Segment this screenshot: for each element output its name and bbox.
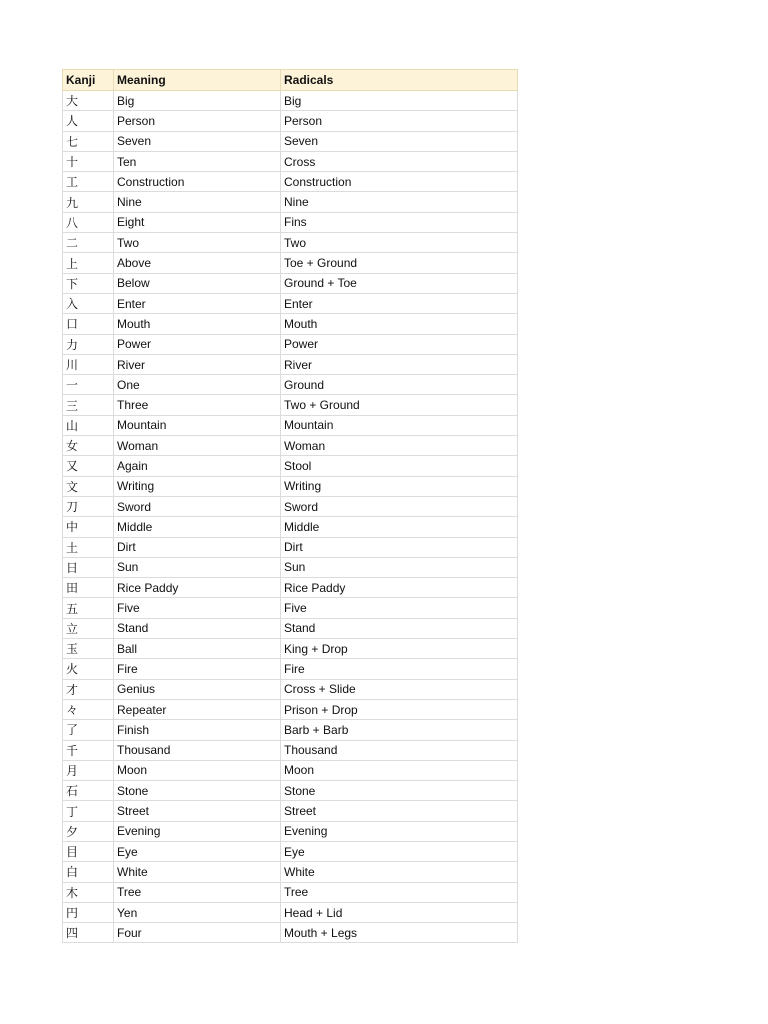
radicals-cell: Mountain [281, 415, 518, 435]
kanji-cell: 八 [63, 212, 114, 232]
meaning-cell: Stand [114, 618, 281, 638]
table-row [63, 618, 518, 638]
table-row [63, 537, 518, 557]
table-row [63, 862, 518, 882]
table-row [63, 192, 518, 212]
table-row [63, 801, 518, 821]
kanji-cell: 火 [63, 659, 114, 679]
kanji-cell: 力 [63, 334, 114, 354]
radicals-cell: White [281, 862, 518, 882]
table-row [63, 131, 518, 151]
radicals-cell: Writing [281, 476, 518, 496]
meaning-cell: Sun [114, 557, 281, 577]
meaning-cell: Stone [114, 781, 281, 801]
kanji-cell: 夕 [63, 821, 114, 841]
header-kanji: Kanji [63, 70, 114, 91]
table-row [63, 334, 518, 354]
table-row [63, 659, 518, 679]
meaning-cell: Dirt [114, 537, 281, 557]
kanji-cell: 白 [63, 862, 114, 882]
radicals-cell: Eye [281, 841, 518, 861]
meaning-cell: Below [114, 273, 281, 293]
meaning-cell: Four [114, 923, 281, 943]
kanji-cell: 一 [63, 375, 114, 395]
radicals-cell: Stool [281, 456, 518, 476]
kanji-cell: 山 [63, 415, 114, 435]
table-row [63, 456, 518, 476]
kanji-cell: 又 [63, 456, 114, 476]
radicals-cell: Sun [281, 557, 518, 577]
radicals-cell: Mouth [281, 314, 518, 334]
kanji-cell: 口 [63, 314, 114, 334]
radicals-cell: Dirt [281, 537, 518, 557]
meaning-cell: Street [114, 801, 281, 821]
kanji-cell: 月 [63, 760, 114, 780]
table-row [63, 639, 518, 659]
radicals-cell: Two [281, 233, 518, 253]
table-row [63, 760, 518, 780]
meaning-cell: Genius [114, 679, 281, 699]
meaning-cell: White [114, 862, 281, 882]
table-row [63, 253, 518, 273]
meaning-cell: Sword [114, 496, 281, 516]
table-row [63, 578, 518, 598]
meaning-cell: Person [114, 111, 281, 131]
table-row [63, 172, 518, 192]
meaning-cell: Tree [114, 882, 281, 902]
radicals-cell: King + Drop [281, 639, 518, 659]
meaning-cell: Construction [114, 172, 281, 192]
kanji-cell: 了 [63, 720, 114, 740]
radicals-cell: Two + Ground [281, 395, 518, 415]
radicals-cell: Sword [281, 496, 518, 516]
meaning-cell: River [114, 354, 281, 374]
header-meaning: Meaning [114, 70, 281, 91]
radicals-cell: Mouth + Legs [281, 923, 518, 943]
meaning-cell: Eye [114, 841, 281, 861]
kanji-cell: 五 [63, 598, 114, 618]
kanji-cell: 玉 [63, 639, 114, 659]
radicals-cell: Cross [281, 151, 518, 171]
table-row [63, 212, 518, 232]
radicals-cell: Power [281, 334, 518, 354]
meaning-cell: Thousand [114, 740, 281, 760]
table-row [63, 517, 518, 537]
meaning-cell: Above [114, 253, 281, 273]
radicals-cell: Ground + Toe [281, 273, 518, 293]
kanji-cell: 女 [63, 436, 114, 456]
radicals-cell: Big [281, 91, 518, 111]
table-row [63, 436, 518, 456]
table-row [63, 821, 518, 841]
table-row [63, 496, 518, 516]
table-header [63, 70, 518, 91]
radicals-cell: Person [281, 111, 518, 131]
radicals-cell: Fins [281, 212, 518, 232]
table-row [63, 882, 518, 902]
radicals-cell: Thousand [281, 740, 518, 760]
kanji-cell: 入 [63, 293, 114, 313]
table-row [63, 923, 518, 943]
kanji-cell: 々 [63, 699, 114, 719]
radicals-cell: Ground [281, 375, 518, 395]
kanji-cell: 大 [63, 91, 114, 111]
meaning-cell: Ten [114, 151, 281, 171]
kanji-cell: 九 [63, 192, 114, 212]
meaning-cell: Yen [114, 902, 281, 922]
table-row [63, 679, 518, 699]
kanji-cell: 丁 [63, 801, 114, 821]
meaning-cell: Enter [114, 293, 281, 313]
radicals-cell: Middle [281, 517, 518, 537]
table-row [63, 395, 518, 415]
meaning-cell: Ball [114, 639, 281, 659]
kanji-cell: 土 [63, 537, 114, 557]
meaning-cell: Rice Paddy [114, 578, 281, 598]
kanji-cell: 立 [63, 618, 114, 638]
radicals-cell: Stone [281, 781, 518, 801]
kanji-cell: 田 [63, 578, 114, 598]
radicals-cell: Tree [281, 882, 518, 902]
meaning-cell: Fire [114, 659, 281, 679]
table-row [63, 91, 518, 111]
table-row [63, 720, 518, 740]
kanji-cell: 円 [63, 902, 114, 922]
meaning-cell: One [114, 375, 281, 395]
radicals-cell: Stand [281, 618, 518, 638]
meaning-cell: Eight [114, 212, 281, 232]
meaning-cell: Five [114, 598, 281, 618]
radicals-cell: Rice Paddy [281, 578, 518, 598]
kanji-cell: 二 [63, 233, 114, 253]
kanji-cell: 上 [63, 253, 114, 273]
kanji-cell: 木 [63, 882, 114, 902]
table-row [63, 740, 518, 760]
kanji-cell: 工 [63, 172, 114, 192]
meaning-cell: Finish [114, 720, 281, 740]
kanji-cell: 十 [63, 151, 114, 171]
kanji-cell: 下 [63, 273, 114, 293]
table-row [63, 111, 518, 131]
radicals-cell: Barb + Barb [281, 720, 518, 740]
radicals-cell: Five [281, 598, 518, 618]
table-row [63, 293, 518, 313]
radicals-cell: Prison + Drop [281, 699, 518, 719]
kanji-cell: 川 [63, 354, 114, 374]
kanji-cell: 目 [63, 841, 114, 861]
radicals-cell: Street [281, 801, 518, 821]
header-row [63, 70, 518, 91]
table-row [63, 699, 518, 719]
meaning-cell: Middle [114, 517, 281, 537]
meaning-cell: Three [114, 395, 281, 415]
meaning-cell: Mouth [114, 314, 281, 334]
meaning-cell: Writing [114, 476, 281, 496]
radicals-cell: Head + Lid [281, 902, 518, 922]
table-row [63, 598, 518, 618]
table-row [63, 273, 518, 293]
kanji-cell: 三 [63, 395, 114, 415]
table-row [63, 415, 518, 435]
kanji-cell: 人 [63, 111, 114, 131]
meaning-cell: Repeater [114, 699, 281, 719]
table-body [63, 91, 518, 943]
kanji-cell: 七 [63, 131, 114, 151]
kanji-cell: 文 [63, 476, 114, 496]
radicals-cell: Evening [281, 821, 518, 841]
header-radicals: Radicals [281, 70, 518, 91]
kanji-cell: 中 [63, 517, 114, 537]
radicals-cell: Seven [281, 131, 518, 151]
radicals-cell: Enter [281, 293, 518, 313]
table-row [63, 476, 518, 496]
meaning-cell: Again [114, 456, 281, 476]
meaning-cell: Power [114, 334, 281, 354]
kanji-cell: 刀 [63, 496, 114, 516]
radicals-cell: Woman [281, 436, 518, 456]
meaning-cell: Evening [114, 821, 281, 841]
table-row [63, 151, 518, 171]
radicals-cell: Fire [281, 659, 518, 679]
kanji-cell: 千 [63, 740, 114, 760]
table-row [63, 354, 518, 374]
meaning-cell: Nine [114, 192, 281, 212]
table-row [63, 902, 518, 922]
radicals-cell: Moon [281, 760, 518, 780]
table-row [63, 781, 518, 801]
table-row [63, 314, 518, 334]
meaning-cell: Woman [114, 436, 281, 456]
table-row [63, 557, 518, 577]
table-row [63, 233, 518, 253]
radicals-cell: Nine [281, 192, 518, 212]
meaning-cell: Two [114, 233, 281, 253]
kanji-cell: 日 [63, 557, 114, 577]
kanji-table [62, 69, 518, 943]
kanji-cell: 才 [63, 679, 114, 699]
table-row [63, 841, 518, 861]
meaning-cell: Seven [114, 131, 281, 151]
kanji-sheet [62, 69, 518, 943]
radicals-cell: Cross + Slide [281, 679, 518, 699]
kanji-cell: 四 [63, 923, 114, 943]
radicals-cell: Toe + Ground [281, 253, 518, 273]
radicals-cell: River [281, 354, 518, 374]
table-row [63, 375, 518, 395]
meaning-cell: Moon [114, 760, 281, 780]
meaning-cell: Big [114, 91, 281, 111]
meaning-cell: Mountain [114, 415, 281, 435]
radicals-cell: Construction [281, 172, 518, 192]
kanji-cell: 石 [63, 781, 114, 801]
